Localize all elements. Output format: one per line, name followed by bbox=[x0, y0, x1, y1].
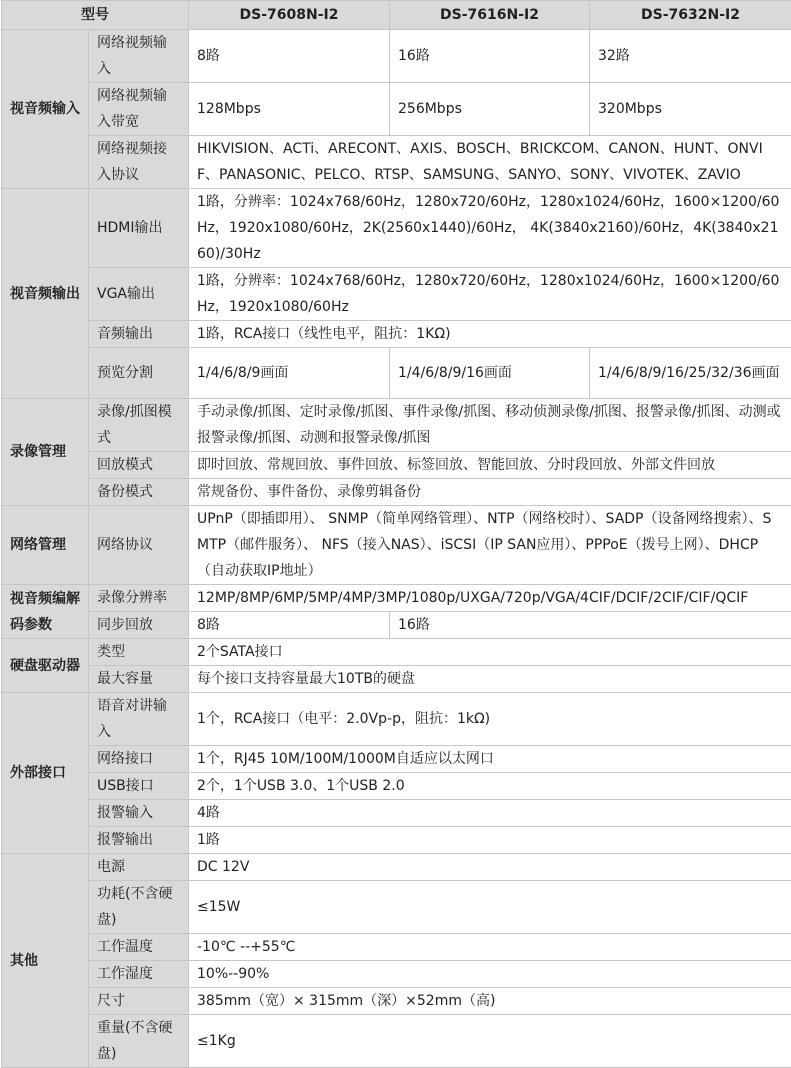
spec-row bbox=[2, 452, 791, 479]
spec-row bbox=[2, 854, 791, 881]
spec-value-cell: ≤1Kg bbox=[189, 1015, 791, 1068]
spec-value-cell: HIKVISION、ACTi、ARECONT、AXIS、BOSCH、BRICKCOM、CANON、HUNT、ONVIF、PANASONIC、PELCO、RTSP、SAMSUNG、SANYO、SONY、VIVOTEK、ZAVIO bbox=[189, 136, 791, 189]
spec-row bbox=[2, 506, 791, 585]
spec-label-cell: 备份模式 bbox=[89, 479, 189, 506]
spec-value-cell: ≤15W bbox=[189, 881, 791, 934]
header-row bbox=[2, 1, 791, 30]
spec-label-cell: 网络接口 bbox=[89, 746, 189, 773]
spec-label-cell: 回放模式 bbox=[89, 452, 189, 479]
spec-value-cell: 1路，分辨率：1024x768/60Hz，1280x720/60Hz，1280x1024/60Hz，1600×1200/60Hz，1920x1080/60Hz，2K(2560x1440)/60Hz， 4K(3840x2160)/60Hz，4K(3840x2160)/30Hz bbox=[189, 189, 791, 268]
spec-row bbox=[2, 189, 791, 268]
spec-row bbox=[2, 399, 791, 452]
spec-body bbox=[2, 30, 791, 1068]
spec-value-cell: 1路 bbox=[189, 827, 791, 854]
model-header-ds-7616n-i2: DS-7616N-I2 bbox=[390, 1, 590, 30]
spec-value-cell: 2个SATA接口 bbox=[189, 639, 791, 666]
spec-label-cell: 功耗(不含硬盘) bbox=[89, 881, 189, 934]
spec-value-cell: 1/4/6/8/9画面 bbox=[189, 348, 390, 399]
spec-label-cell: 网络视频接入协议 bbox=[89, 136, 189, 189]
category-cell: 其他 bbox=[2, 854, 89, 1068]
model-label-header: 型号 bbox=[2, 1, 189, 30]
spec-value-cell: 320Mbps bbox=[590, 83, 791, 136]
spec-row bbox=[2, 30, 791, 83]
category-cell: 视音频编解码参数 bbox=[2, 585, 89, 639]
spec-value-cell: 常规备份、事件备份、录像剪辑备份 bbox=[189, 479, 791, 506]
category-cell: 外部接口 bbox=[2, 693, 89, 854]
spec-value-cell: 手动录像/抓图、定时录像/抓图、事件录像/抓图、移动侦测录像/抓图、报警录像/抓图、动测或报警录像/抓图、动测和报警录像/抓图 bbox=[189, 399, 791, 452]
spec-value-cell: 2个，1个USB 3.0、1个USB 2.0 bbox=[189, 773, 791, 800]
spec-value-cell: 128Mbps bbox=[189, 83, 390, 136]
model-header-ds-7608n-i2: DS-7608N-I2 bbox=[189, 1, 390, 30]
spec-label-cell: 报警输入 bbox=[89, 800, 189, 827]
spec-label-cell: HDMI输出 bbox=[89, 189, 189, 268]
spec-label-cell: 工作温度 bbox=[89, 934, 189, 961]
spec-value-cell: 8路 bbox=[189, 612, 390, 639]
spec-value-cell: 1/4/6/8/9/16画面 bbox=[390, 348, 590, 399]
spec-label-cell: 录像/抓图模式 bbox=[89, 399, 189, 452]
spec-value-cell: 16路 bbox=[390, 30, 590, 83]
spec-label-cell: 录像分辨率 bbox=[89, 585, 189, 612]
spec-value-cell: 即时回放、常规回放、事件回放、标签回放、智能回放、分时段回放、外部文件回放 bbox=[189, 452, 791, 479]
spec-value-cell: 1路，分辨率：1024x768/60Hz，1280x720/60Hz，1280x1024/60Hz，1600×1200/60Hz，1920x1080/60Hz bbox=[189, 268, 791, 321]
spec-row bbox=[2, 612, 791, 639]
model-header-ds-7632n-i2: DS-7632N-I2 bbox=[590, 1, 791, 30]
spec-row bbox=[2, 934, 791, 961]
spec-row bbox=[2, 136, 791, 189]
spec-value-cell: 385mm（宽）× 315mm（深）×52mm（高) bbox=[189, 988, 791, 1015]
spec-value-cell: 16路 bbox=[390, 612, 791, 639]
spec-value-cell: 1个，RCA接口（电平：2.0Vp-p，阻抗：1kΩ) bbox=[189, 693, 791, 746]
spec-label-cell: 尺寸 bbox=[89, 988, 189, 1015]
spec-label-cell: 网络视频输入 bbox=[89, 30, 189, 83]
spec-value-cell: 1路，RCA接口（线性电平，阻抗：1KΩ) bbox=[189, 321, 791, 348]
spec-value-cell: UPnP（即插即用）、 SNMP（简单网络管理）、NTP（网络校时）、SADP（设备网络搜索）、SMTP（邮件服务）、 NFS（接入NAS）、iSCSI（IP SAN应用）、PPPoE（拨号上网）、DHCP（自动获取IP地址） bbox=[189, 506, 791, 585]
spec-label-cell: 报警输出 bbox=[89, 827, 189, 854]
spec-value-cell: 每个接口支持容量最大10TB的硬盘 bbox=[189, 666, 791, 693]
spec-row bbox=[2, 988, 791, 1015]
spec-row bbox=[2, 639, 791, 666]
spec-row bbox=[2, 961, 791, 988]
spec-label-cell: 工作湿度 bbox=[89, 961, 189, 988]
spec-value-cell: DC 12V bbox=[189, 854, 791, 881]
spec-row bbox=[2, 585, 791, 612]
spec-table bbox=[1, 0, 791, 1068]
spec-label-cell: VGA输出 bbox=[89, 268, 189, 321]
spec-row bbox=[2, 321, 791, 348]
spec-value-cell: 32路 bbox=[590, 30, 791, 83]
category-cell: 网络管理 bbox=[2, 506, 89, 585]
category-cell: 视音频输出 bbox=[2, 189, 89, 399]
spec-label-cell: 类型 bbox=[89, 639, 189, 666]
spec-row bbox=[2, 268, 791, 321]
spec-label-cell: 语音对讲输入 bbox=[89, 693, 189, 746]
category-cell: 视音频输入 bbox=[2, 30, 89, 189]
spec-label-cell: 网络协议 bbox=[89, 506, 189, 585]
spec-value-cell: -10℃ --+55℃ bbox=[189, 934, 791, 961]
spec-row bbox=[2, 693, 791, 746]
category-cell: 硬盘驱动器 bbox=[2, 639, 89, 693]
spec-label-cell: 网络视频输入带宽 bbox=[89, 83, 189, 136]
spec-label-cell: 预览分割 bbox=[89, 348, 189, 399]
spec-row bbox=[2, 773, 791, 800]
spec-value-cell: 8路 bbox=[189, 30, 390, 83]
spec-label-cell: 最大容量 bbox=[89, 666, 189, 693]
spec-value-cell: 256Mbps bbox=[390, 83, 590, 136]
spec-label-cell: 音频输出 bbox=[89, 321, 189, 348]
spec-label-cell: USB接口 bbox=[89, 773, 189, 800]
spec-row bbox=[2, 800, 791, 827]
spec-label-cell: 重量(不含硬盘) bbox=[89, 1015, 189, 1068]
spec-value-cell: 1个，RJ45 10M/100M/1000M自适应以太网口 bbox=[189, 746, 791, 773]
spec-row bbox=[2, 479, 791, 506]
spec-value-cell: 4路 bbox=[189, 800, 791, 827]
spec-row bbox=[2, 881, 791, 934]
spec-row bbox=[2, 83, 791, 136]
spec-row bbox=[2, 348, 791, 399]
category-cell: 录像管理 bbox=[2, 399, 89, 506]
spec-row bbox=[2, 666, 791, 693]
spec-row bbox=[2, 827, 791, 854]
spec-value-cell: 12MP/8MP/6MP/5MP/4MP/3MP/1080p/UXGA/720p/VGA/4CIF/DCIF/2CIF/CIF/QCIF bbox=[189, 585, 791, 612]
spec-value-cell: 1/4/6/8/9/16/25/32/36画面 bbox=[590, 348, 791, 399]
spec-value-cell: 10%--90% bbox=[189, 961, 791, 988]
spec-row bbox=[2, 746, 791, 773]
spec-label-cell: 同步回放 bbox=[89, 612, 189, 639]
spec-label-cell: 电源 bbox=[89, 854, 189, 881]
spec-row bbox=[2, 1015, 791, 1068]
